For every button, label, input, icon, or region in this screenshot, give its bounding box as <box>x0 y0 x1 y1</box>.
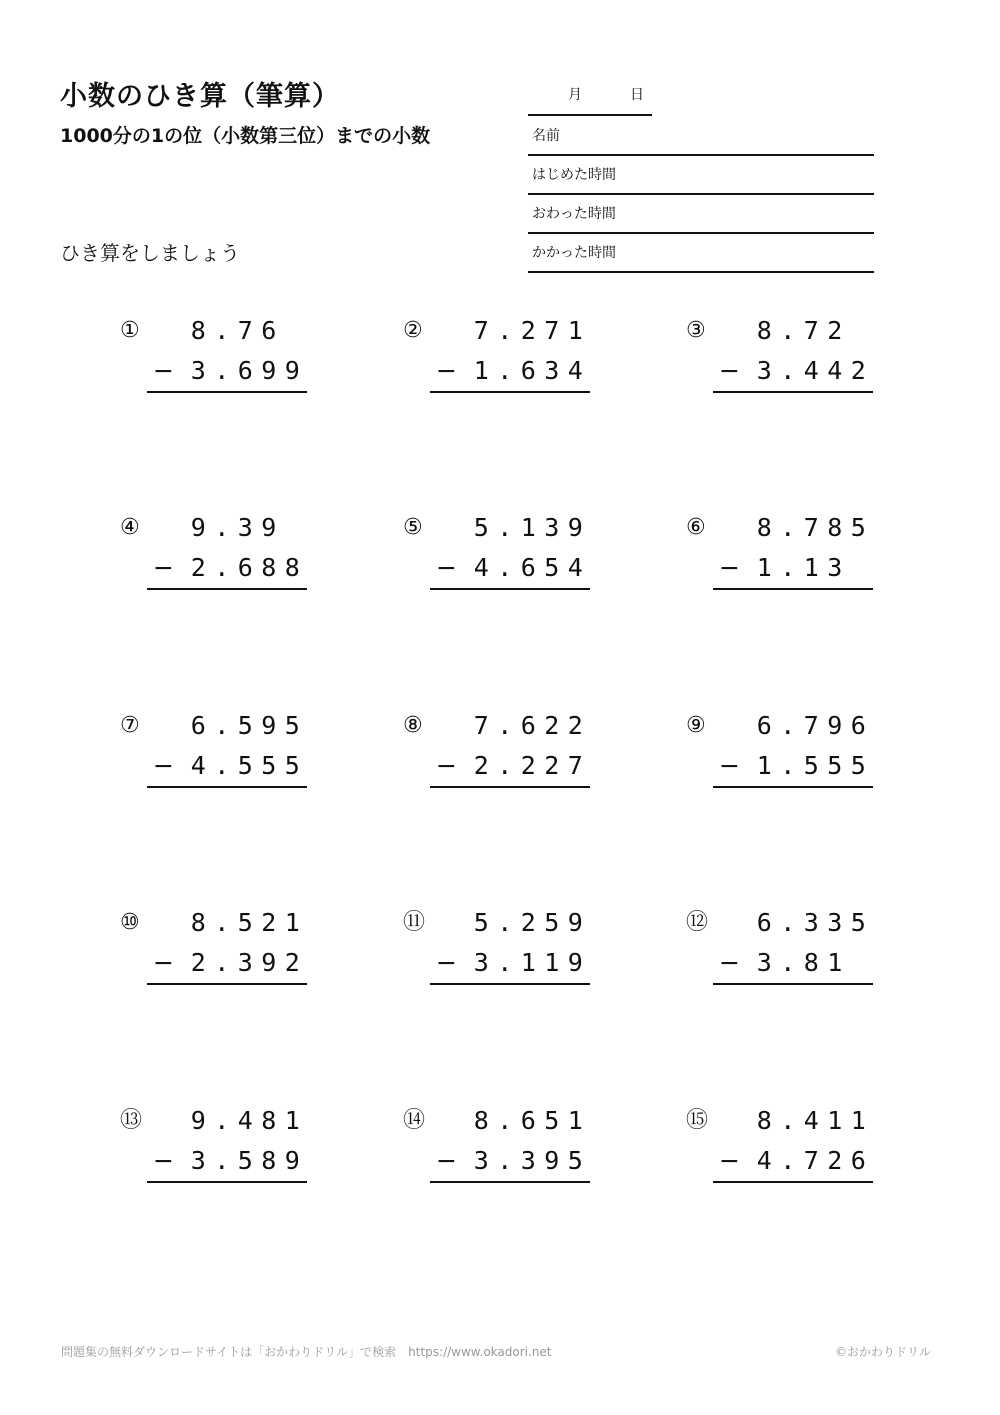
minus-sign: − <box>436 751 457 780</box>
answer-line <box>713 588 873 590</box>
minus-sign: − <box>719 751 740 780</box>
problem-number: ⑦ <box>120 713 140 738</box>
minuend: 9 . 3 9 <box>190 513 277 542</box>
problem-13 <box>120 1106 340 1186</box>
answer-line <box>430 1181 590 1183</box>
minuend: 6 . 7 9 6 <box>756 711 866 740</box>
problem-number: ⑬ <box>120 1108 143 1133</box>
subtrahend: 2 . 3 9 2 <box>190 948 300 977</box>
minus-sign: − <box>719 356 740 385</box>
minus-sign: − <box>436 356 457 385</box>
answer-line <box>713 983 873 985</box>
minus-sign: − <box>436 553 457 582</box>
minuend: 5 . 2 5 9 <box>473 908 583 937</box>
subtrahend: 4 . 7 2 6 <box>756 1146 866 1175</box>
problem-2 <box>403 316 623 396</box>
minuend: 6 . 3 3 5 <box>756 908 866 937</box>
problem-12 <box>686 908 906 988</box>
minuend: 9 . 4 8 1 <box>190 1106 300 1135</box>
subtrahend: 4 . 5 5 5 <box>190 751 300 780</box>
problem-15 <box>686 1106 906 1186</box>
subtrahend: 3 . 3 9 5 <box>473 1146 583 1175</box>
answer-line <box>147 391 307 393</box>
start-time-field[interactable] <box>528 155 874 195</box>
problem-number: ⑨ <box>686 713 706 738</box>
problem-number: ⑪ <box>403 910 426 935</box>
duration-label: かかった時間 <box>532 245 616 261</box>
end-time-field[interactable] <box>528 194 874 234</box>
minuend: 8 . 4 1 1 <box>756 1106 866 1135</box>
answer-line <box>713 786 873 788</box>
answer-line <box>430 983 590 985</box>
name-field[interactable] <box>528 116 874 156</box>
answer-line <box>713 1181 873 1183</box>
page-subtitle: 1000分の1の位（小数第三位）までの小数 <box>60 125 431 147</box>
problem-number: ④ <box>120 515 140 540</box>
page-title: 小数のひき算（筆算） <box>60 81 340 112</box>
date-field[interactable] <box>528 84 652 116</box>
answer-line <box>430 588 590 590</box>
problem-number: ⑭ <box>403 1108 426 1133</box>
problem-number: ⑩ <box>120 910 140 935</box>
name-label: 名前 <box>532 128 560 144</box>
minus-sign: − <box>436 948 457 977</box>
problem-6 <box>686 513 906 593</box>
problem-9 <box>686 711 906 791</box>
minus-sign: − <box>153 356 174 385</box>
subtrahend: 3 . 6 9 9 <box>190 356 300 385</box>
footer-copyright: ©おかわりドリル <box>834 1345 931 1359</box>
problem-3 <box>686 316 906 396</box>
problem-8 <box>403 711 623 791</box>
problem-4 <box>120 513 340 593</box>
minus-sign: − <box>153 553 174 582</box>
footer-site-text: 問題集の無料ダウンロードサイトは「おかわりドリル」で検索 https://www.okadori.net <box>61 1345 552 1359</box>
problem-number: ⑮ <box>686 1108 709 1133</box>
minuend: 7 . 6 2 2 <box>473 711 583 740</box>
subtrahend: 1 . 6 3 4 <box>473 356 583 385</box>
minus-sign: − <box>719 1146 740 1175</box>
minuend: 8 . 7 2 <box>756 316 843 345</box>
problem-number: ② <box>403 318 423 343</box>
instruction-text: ひき算をしましょう <box>60 241 240 265</box>
subtrahend: 3 . 1 1 9 <box>473 948 583 977</box>
subtrahend: 3 . 4 4 2 <box>756 356 866 385</box>
end-time-label: おわった時間 <box>532 206 616 222</box>
problem-7 <box>120 711 340 791</box>
start-time-label: はじめた時間 <box>532 167 616 183</box>
problem-10 <box>120 908 340 988</box>
subtrahend: 1 . 1 3 <box>756 553 843 582</box>
month-label: 月 <box>568 87 582 103</box>
minus-sign: − <box>719 553 740 582</box>
answer-line <box>430 391 590 393</box>
problem-1 <box>120 316 340 396</box>
subtrahend: 2 . 2 2 7 <box>473 751 583 780</box>
minuend: 8 . 7 6 <box>190 316 277 345</box>
subtrahend: 3 . 8 1 <box>756 948 843 977</box>
minuend: 6 . 5 9 5 <box>190 711 300 740</box>
answer-line <box>147 1181 307 1183</box>
subtrahend: 1 . 5 5 5 <box>756 751 866 780</box>
minus-sign: − <box>153 1146 174 1175</box>
answer-line <box>147 786 307 788</box>
answer-line <box>147 983 307 985</box>
minuend: 5 . 1 3 9 <box>473 513 583 542</box>
problem-number: ③ <box>686 318 706 343</box>
answer-line <box>713 391 873 393</box>
problem-number: ⑫ <box>686 910 709 935</box>
problem-number: ① <box>120 318 140 343</box>
subtrahend: 3 . 5 8 9 <box>190 1146 300 1175</box>
problem-number: ⑤ <box>403 515 423 540</box>
problem-11 <box>403 908 623 988</box>
problem-number: ⑧ <box>403 713 423 738</box>
subtrahend: 2 . 6 8 8 <box>190 553 300 582</box>
answer-line <box>147 588 307 590</box>
minuend: 8 . 5 2 1 <box>190 908 300 937</box>
minus-sign: − <box>719 948 740 977</box>
minus-sign: − <box>153 948 174 977</box>
problem-14 <box>403 1106 623 1186</box>
minuend: 7 . 2 7 1 <box>473 316 583 345</box>
subtrahend: 4 . 6 5 4 <box>473 553 583 582</box>
minus-sign: − <box>436 1146 457 1175</box>
day-label: 日 <box>630 87 644 103</box>
answer-line <box>430 786 590 788</box>
minus-sign: − <box>153 751 174 780</box>
minuend: 8 . 6 5 1 <box>473 1106 583 1135</box>
problem-5 <box>403 513 623 593</box>
minuend: 8 . 7 8 5 <box>756 513 866 542</box>
duration-field[interactable] <box>528 233 874 273</box>
problem-number: ⑥ <box>686 515 706 540</box>
